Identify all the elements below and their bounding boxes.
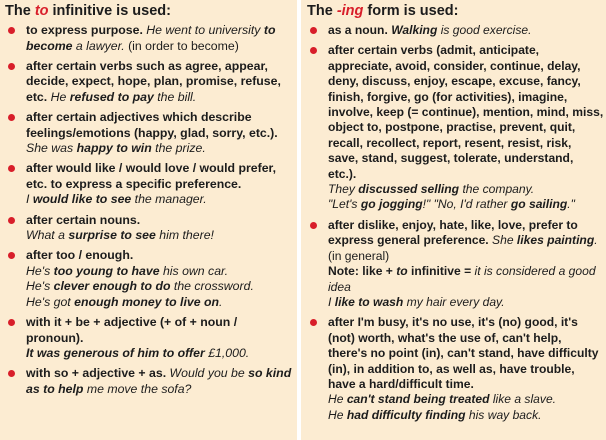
bullet-icon <box>8 63 15 70</box>
bullet-icon <box>8 165 15 172</box>
bullet-icon <box>8 217 15 224</box>
right-heading: The -ing form is used: <box>307 3 459 19</box>
list-item: after certain adjectives which describe feelings/emotions (happy, glad, sorry, etc.). She was happy to win the prize. <box>0 110 296 157</box>
bullet-icon <box>8 319 15 326</box>
left-heading: The to infinitive is used: <box>5 3 171 19</box>
left-list <box>0 23 296 398</box>
bullet-icon <box>310 319 317 326</box>
list-item: with it + be + adjective (+ of + noun / pronoun). It was generous of him to offer £1,000. <box>0 315 296 362</box>
bullet-icon <box>310 222 317 229</box>
column-divider <box>297 0 301 440</box>
bullet-icon <box>8 252 15 259</box>
list-item: after certain verbs such as agree, appear, decide, expect, hope, plan, promise, refuse, etc. He refused to pay the bill. <box>0 59 296 106</box>
list-item: after would like / would love / would prefer, etc. to express a specific preference. I would like to see the manager. <box>0 161 296 208</box>
list-item: to express purpose. He went to university to become a lawyer. (in order to become) <box>0 23 296 54</box>
bullet-icon <box>8 27 15 34</box>
right-column <box>302 0 606 440</box>
right-list <box>302 23 606 423</box>
list-item: after certain verbs (admit, anticipate, appreciate, avoid, consider, continue, delay, deny, discuss, enjoy, escape, excuse, fancy, finish, forgive, go (for activities), imagine, involve, keep (= continue), mention, mind, miss, object to, postpone, practise, prevent, quit, recall, recollect, report, resent, resist, risk, save, stand, suggest, tolerate, understand, etc.). They discussed selling the company. "Let's go jogging!" "No, I'd rather go sailing." <box>302 43 606 212</box>
list-item: as a noun. Walking is good exercise. <box>302 23 606 38</box>
bullet-icon <box>8 114 15 121</box>
bullet-icon <box>310 27 317 34</box>
list-item: after I'm busy, it's no use, it's (no) good, it's (not) worth, what's the use of, can't help, there's no point (in), can't stand, have difficulty (in), in addition to, as well as, have trouble, have a hard/difficult time. He can't stand being treated like a slave. He had difficulty finding his way back. <box>302 315 606 423</box>
list-item: after too / enough. He's too young to have his own car. He's clever enough to do the crossword. He's got enough money to live on. <box>0 248 296 310</box>
list-item: after dislike, enjoy, hate, like, love, prefer to express general preference. She likes painting. (in general) Note: like + to infinitive = it is considered a good idea I like to wash my hair every day. <box>302 218 606 310</box>
left-column <box>0 0 296 440</box>
list-item: after certain nouns. What a surprise to see him there! <box>0 213 296 244</box>
bullet-icon <box>8 370 15 377</box>
bullet-icon <box>310 47 317 54</box>
list-item: with so + adjective + as. Would you be so kind as to help me move the sofa? <box>0 366 296 397</box>
